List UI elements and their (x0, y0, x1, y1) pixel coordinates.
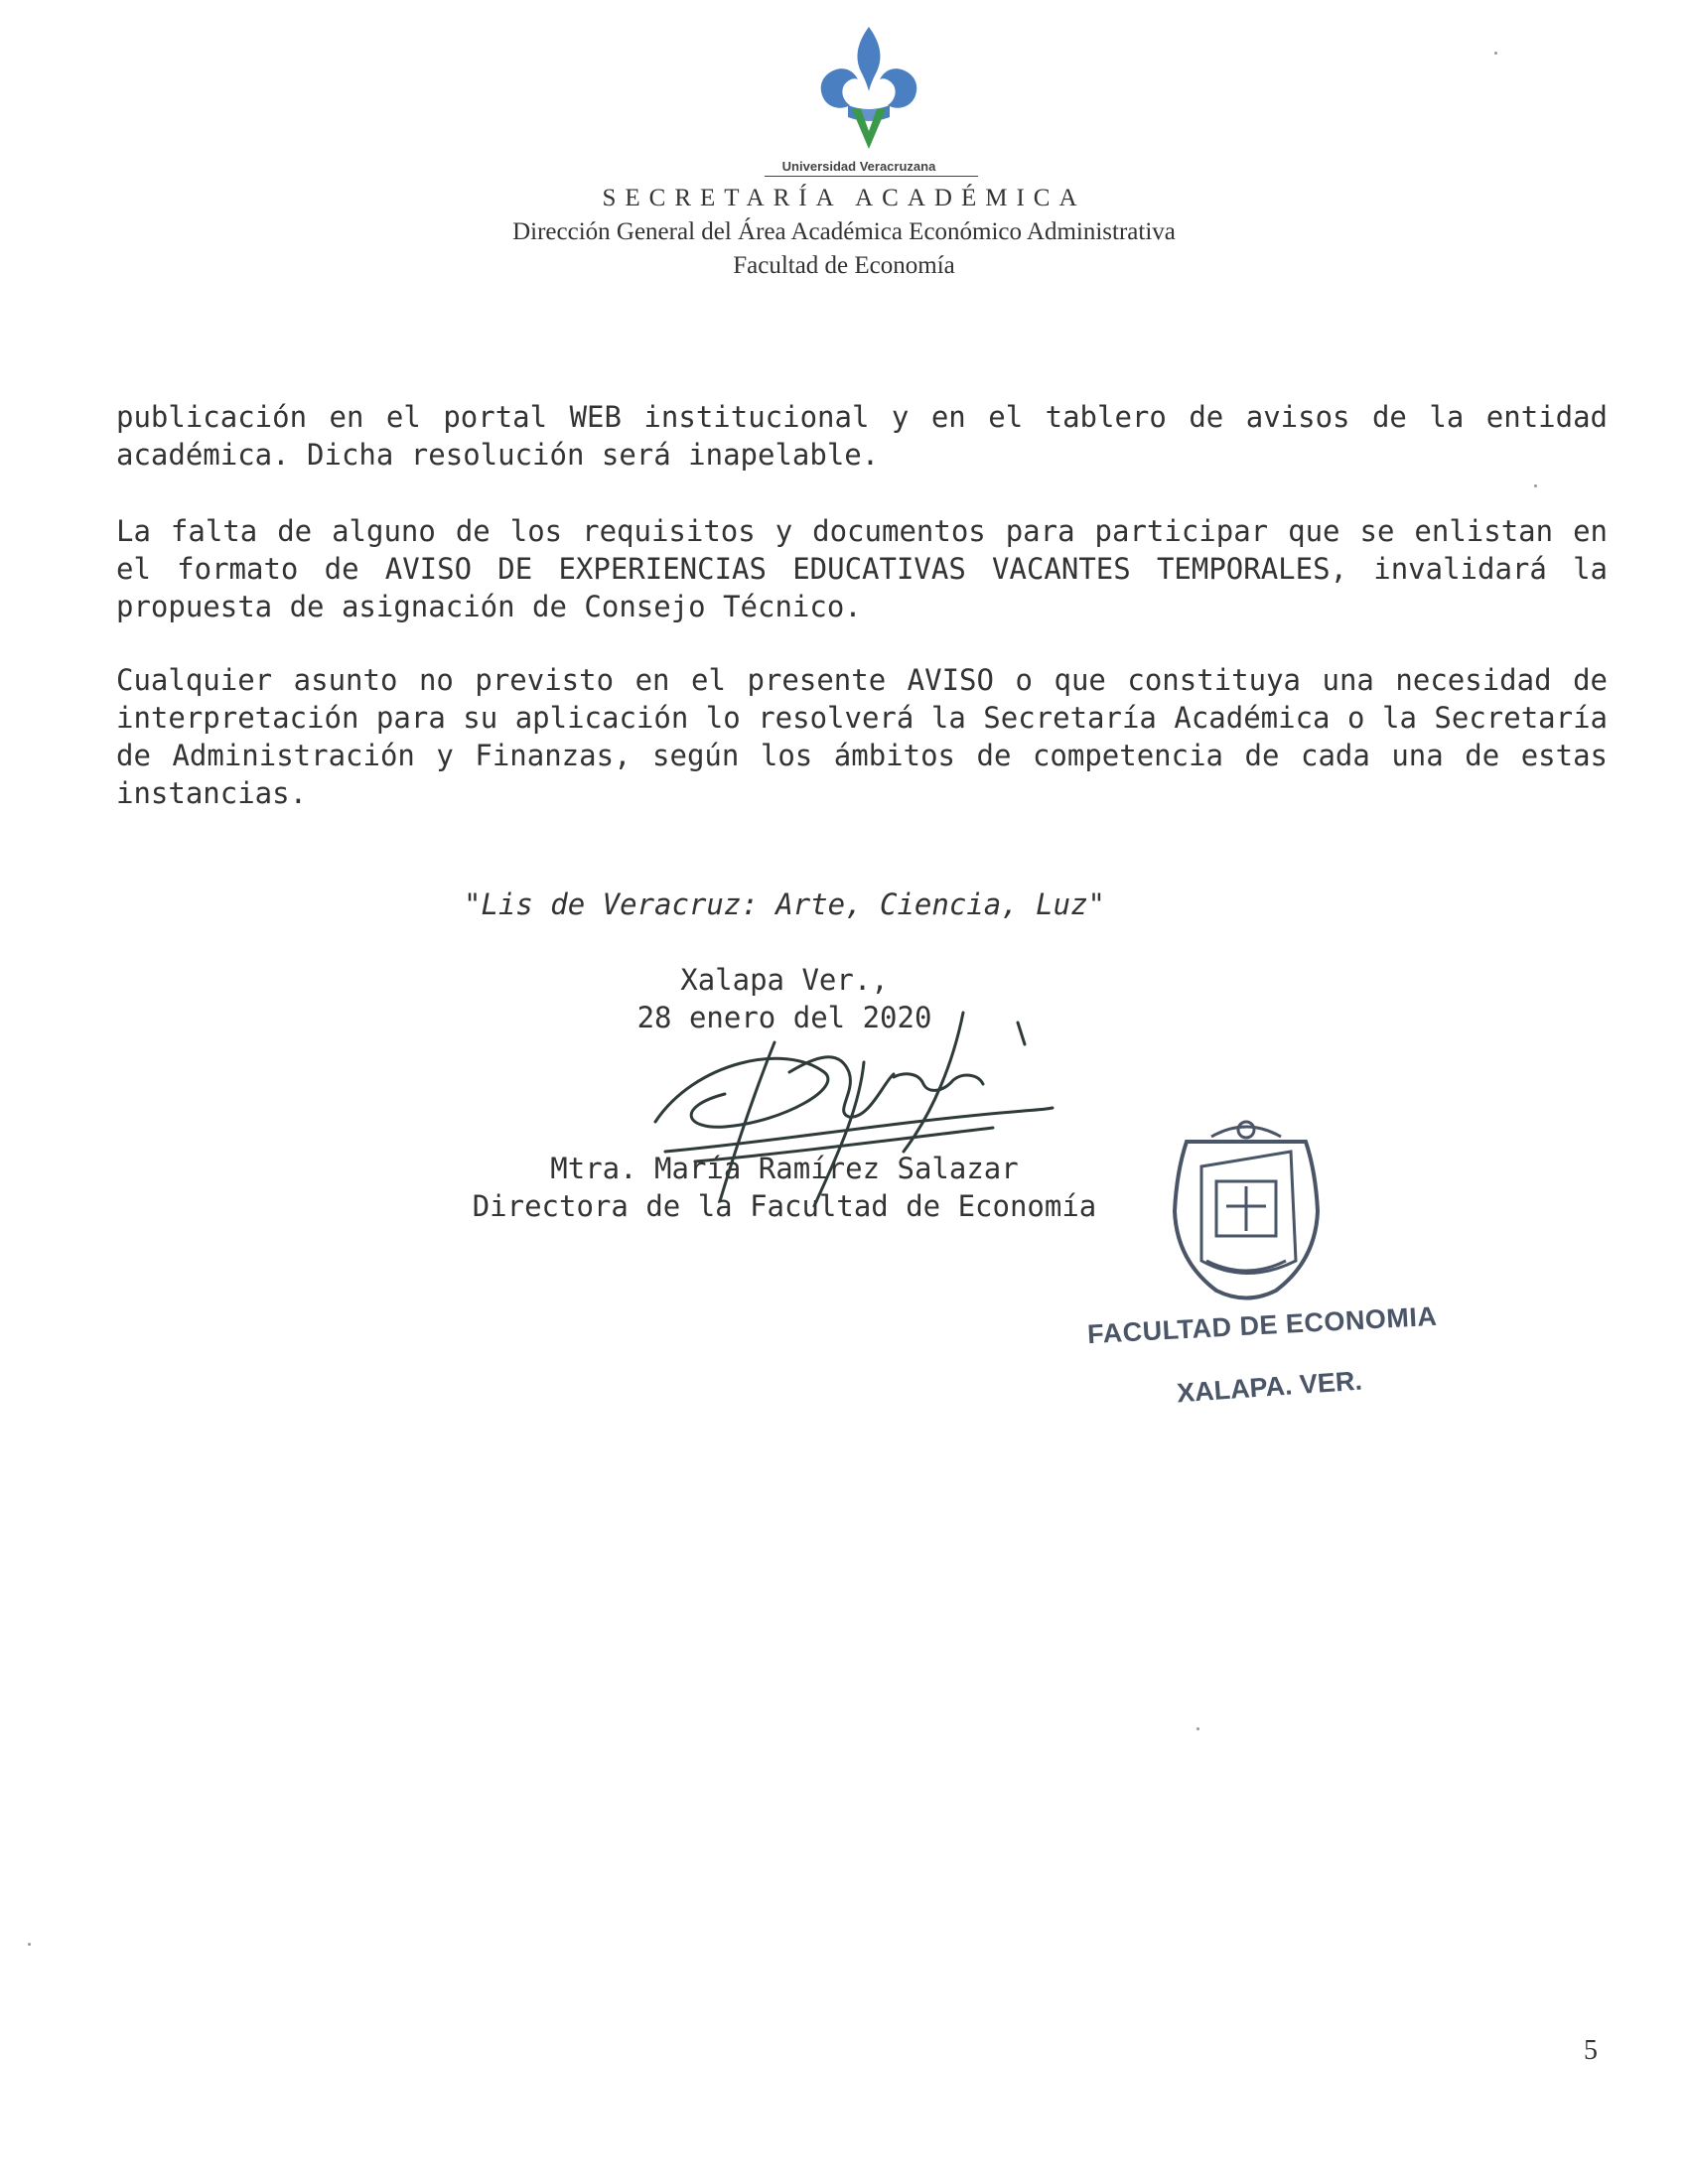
university-name: Universidad Veracruzana (781, 159, 936, 174)
signer-title: Directora de la Facultad de Economía (472, 1189, 1097, 1223)
direccion-heading: Dirección General del Área Académica Económico Administrativa (512, 218, 1176, 245)
page-number: 5 (1584, 2035, 1598, 2066)
scan-speck (1494, 52, 1497, 55)
handwritten-signature (635, 1003, 1092, 1211)
stamp-city-text: XALAPA. VER. (1176, 1365, 1363, 1409)
scan-speck (1196, 1727, 1199, 1730)
paragraph-asunto-no-previsto: Cualquier asunto no previsto en el presente AVISO o que constituya una necesidad de interpretación para su aplicación lo resolverá la Secretaría Académica o la Secretaría de Administración y Finanzas, según los ámbitos de competencia de cada una de estas instancias. (116, 663, 1608, 810)
stamp-faculty-text: FACULTAD DE ECONOMIA (1086, 1300, 1439, 1350)
university-name-underline (765, 176, 978, 177)
paragraph-requisitos: La falta de alguno de los requisitos y documentos para participar que se enlistan en el formato de AVISO DE EXPERIENCIAS EDUCATIVAS VACANTES TEMPORALES, invalidará la propuesta de asignación de Consejo Técnico. (116, 514, 1608, 623)
paragraph-publicacion: publicación en el portal WEB institucional y en el tablero de avisos de la entidad académica. Dicha resolución será inapelable. (116, 400, 1608, 472)
scan-speck (28, 1943, 31, 1946)
fleur-de-lis-logo (814, 22, 923, 156)
place-line: Xalapa Ver., (680, 963, 889, 997)
facultad-heading: Facultad de Economía (733, 252, 955, 279)
secretaria-heading: SECRETARÍA ACADÉMICA (602, 185, 1086, 211)
signer-name: Mtra. María Ramírez Salazar (550, 1152, 1019, 1185)
university-seal-stamp (1157, 1112, 1336, 1310)
institutional-motto: "Lis de Veracruz: Arte, Ciencia, Luz" (463, 887, 1105, 921)
date-line: 28 enero del 2020 (636, 1001, 932, 1034)
scan-speck (1534, 484, 1537, 487)
